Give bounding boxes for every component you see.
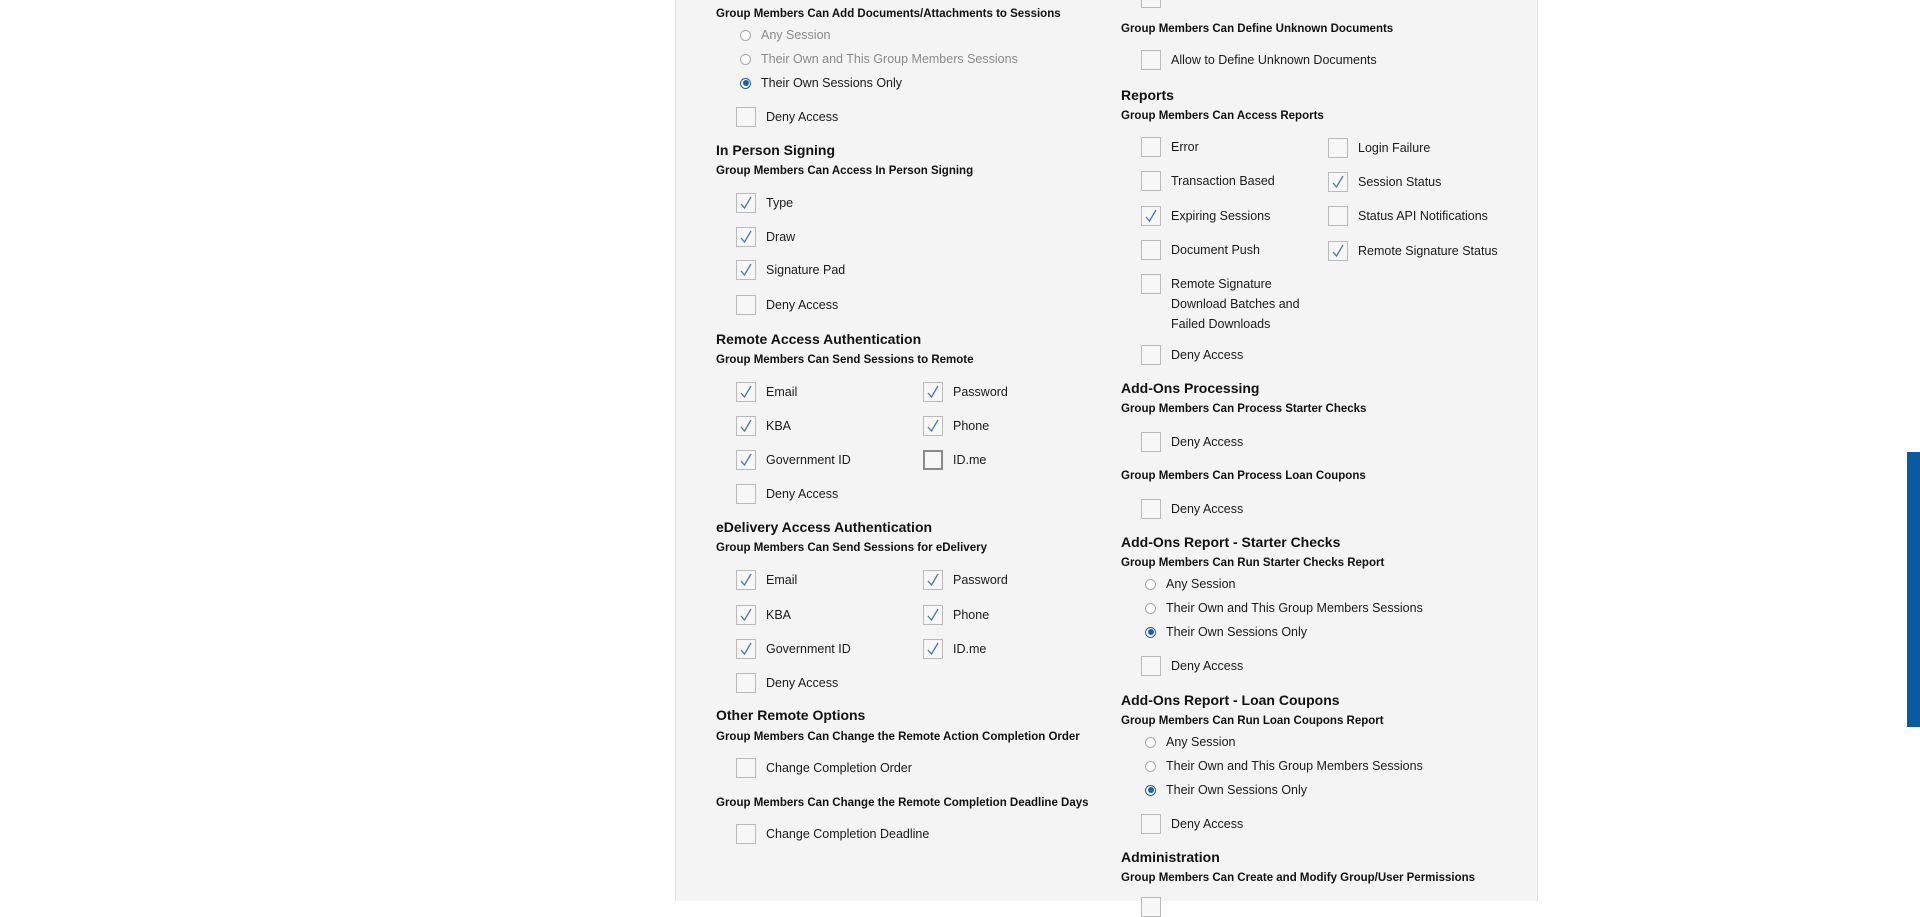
checkbox-label: Transaction Based	[1171, 174, 1275, 188]
edelivery-email[interactable]	[736, 570, 797, 590]
checkbox[interactable]	[923, 605, 943, 625]
checkbox[interactable]	[1141, 171, 1161, 191]
edelivery-phone[interactable]	[923, 605, 989, 625]
report-remote-signature-downloads[interactable]	[1141, 274, 1311, 334]
checkbox-label: Email	[766, 385, 798, 399]
checkmark-icon	[926, 642, 940, 656]
checkbox-label: Signature Pad	[766, 263, 846, 277]
scrollbar-thumb[interactable]	[1907, 452, 1920, 727]
checkbox-label: Remote Signature Status	[1358, 244, 1498, 258]
checkmark-icon	[739, 230, 753, 244]
completion-deadline-subtitle: Group Members Can Change the Remote Completion Deadline Days	[716, 797, 1089, 809]
radio-button[interactable]	[1145, 785, 1156, 796]
remote-kba[interactable]	[736, 416, 791, 436]
checkbox[interactable]	[736, 107, 756, 127]
checkmark-icon	[1331, 175, 1345, 189]
checkbox-label: Deny Access	[766, 676, 839, 690]
starter-radio-own-and-group[interactable]	[1145, 601, 1423, 615]
checkbox[interactable]	[736, 295, 756, 315]
checkbox-label: Deny Access	[1171, 348, 1244, 362]
checkbox[interactable]	[736, 484, 756, 504]
edelivery-government-id[interactable]	[736, 639, 851, 659]
loan-report-title: Add-Ons Report - Loan Coupons	[1121, 692, 1340, 708]
remote-auth-title: Remote Access Authentication	[716, 331, 922, 347]
checkmark-icon	[739, 608, 753, 622]
checkbox-label: Login Failure	[1358, 141, 1431, 155]
checkbox[interactable]	[1141, 897, 1161, 917]
checkbox[interactable]	[1141, 206, 1161, 226]
radio-label: Their Own Sessions Only	[1166, 625, 1308, 639]
checkbox[interactable]	[923, 639, 943, 659]
checkmark-icon	[739, 573, 753, 587]
starter-radio-own-only[interactable]	[1145, 625, 1307, 639]
remote-deny-access[interactable]	[736, 484, 838, 504]
radio-button[interactable]	[1145, 737, 1156, 748]
checkbox[interactable]	[736, 382, 756, 402]
checkbox-label: Password	[953, 573, 1008, 587]
checkbox[interactable]	[1141, 50, 1161, 70]
checkbox[interactable]	[1141, 345, 1161, 365]
change-completion-deadline[interactable]	[736, 824, 929, 844]
checkbox-label: Email	[766, 573, 798, 587]
checkbox[interactable]	[736, 193, 756, 213]
radio-label: Their Own and This Group Members Sessions	[1166, 601, 1423, 615]
starter-report-title: Add-Ons Report - Starter Checks	[1121, 534, 1341, 550]
radio-label: Their Own and This Group Members Sessions	[1166, 759, 1423, 773]
completion-order-subtitle: Group Members Can Change the Remote Action Completion Order	[716, 731, 1080, 743]
checkmark-icon	[739, 642, 753, 656]
radio-button[interactable]	[740, 78, 751, 89]
checkbox[interactable]	[736, 824, 756, 844]
checkbox[interactable]	[1328, 241, 1348, 261]
reports-subtitle: Group Members Can Access Reports	[1121, 110, 1324, 122]
report-error[interactable]	[1141, 137, 1199, 157]
remote-email[interactable]	[736, 382, 797, 402]
checkbox-label: Draw	[766, 230, 796, 244]
starter-checks-deny-access[interactable]	[1141, 432, 1243, 452]
docs-subtitle: Group Members Can Add Documents/Attachments to Sessions	[716, 8, 1061, 20]
checkmark-icon	[739, 263, 753, 277]
radio-label: Any Session	[1166, 577, 1236, 591]
checkbox[interactable]	[1141, 0, 1161, 8]
docs-deny-access[interactable]	[736, 107, 838, 127]
loan-radio-own-only[interactable]	[1145, 783, 1307, 797]
checkmark-icon	[926, 573, 940, 587]
checkbox[interactable]	[1141, 814, 1161, 834]
radio-button[interactable]	[740, 54, 751, 65]
checkbox-label: Session Status	[1358, 175, 1442, 189]
administration-title: Administration	[1121, 849, 1220, 865]
checkbox[interactable]	[1141, 499, 1161, 519]
report-document-push[interactable]	[1141, 240, 1260, 260]
checkbox-label: Deny Access	[766, 110, 839, 124]
docs-radio-own-only[interactable]	[740, 76, 902, 90]
checkbox-label: Government ID	[766, 453, 851, 467]
report-remote-signature-status[interactable]	[1328, 241, 1498, 261]
checkbox[interactable]	[1328, 138, 1348, 158]
radio-button[interactable]	[1145, 761, 1156, 772]
checkbox-label: KBA	[766, 608, 792, 622]
edelivery-deny-access[interactable]	[736, 673, 838, 693]
checkbox[interactable]	[1141, 240, 1161, 260]
loan-report-deny-access[interactable]	[1141, 814, 1243, 834]
change-completion-order[interactable]	[736, 758, 912, 778]
checkbox-label: Deny Access	[766, 487, 839, 501]
in-person-signature-pad[interactable]	[736, 260, 845, 280]
radio-label: Their Own Sessions Only	[1166, 783, 1308, 797]
checkmark-icon	[739, 419, 753, 433]
checkbox-label: Phone	[953, 419, 990, 433]
in-person-type[interactable]	[736, 193, 793, 213]
checkbox[interactable]	[923, 416, 943, 436]
checkbox-label: Change Completion Deadline	[766, 827, 930, 841]
checkbox[interactable]	[1141, 656, 1161, 676]
checkbox-label: ID.me	[953, 453, 987, 467]
reports-title: Reports	[1121, 87, 1174, 103]
report-status-api-notifications[interactable]	[1328, 206, 1488, 226]
checkbox[interactable]	[736, 673, 756, 693]
checkbox[interactable]	[1141, 432, 1161, 452]
radio-button[interactable]	[1145, 579, 1156, 590]
in-person-deny-access[interactable]	[736, 295, 838, 315]
report-transaction-based[interactable]	[1141, 171, 1275, 191]
in-person-draw[interactable]	[736, 227, 795, 247]
in-person-title: In Person Signing	[716, 142, 836, 158]
checkbox-label: Deny Access	[766, 298, 839, 312]
checkbox[interactable]	[1328, 206, 1348, 226]
remote-password[interactable]	[923, 382, 1008, 402]
checkbox[interactable]	[736, 605, 756, 625]
starter-radio-any[interactable]	[1145, 577, 1235, 591]
reports-deny-access[interactable]	[1141, 345, 1243, 365]
remote-phone[interactable]	[923, 416, 989, 436]
checkbox-label: Government ID	[766, 642, 851, 656]
checkbox-label: Password	[953, 385, 1008, 399]
report-expiring-sessions[interactable]	[1141, 206, 1270, 226]
checkbox[interactable]	[1141, 137, 1161, 157]
checkbox-label: ID.me	[953, 642, 987, 656]
checkmark-icon	[926, 385, 940, 399]
remote-government-id[interactable]	[736, 450, 851, 470]
loan-report-subtitle: Group Members Can Run Loan Coupons Report	[1121, 715, 1384, 727]
radio-label: Their Own and This Group Members Sessions	[761, 52, 1018, 66]
checkbox[interactable]	[736, 639, 756, 659]
checkbox-label: Status API Notifications	[1358, 209, 1488, 223]
edelivery-auth-title: eDelivery Access Authentication	[716, 519, 933, 535]
checkmark-icon	[1144, 209, 1158, 223]
report-login-failure[interactable]	[1328, 138, 1430, 158]
checkbox-label: Phone	[953, 608, 990, 622]
administration-subtitle: Group Members Can Create and Modify Group/User Permissions	[1121, 872, 1476, 884]
remote-auth-subtitle: Group Members Can Send Sessions to Remote	[716, 354, 974, 366]
checkbox[interactable]	[923, 450, 943, 470]
checkbox-label: Deny Access	[1171, 435, 1244, 449]
loan-radio-any[interactable]	[1145, 735, 1235, 749]
checkmark-icon	[926, 608, 940, 622]
checkbox-label: Deny Access	[1171, 659, 1244, 673]
checkbox-label: Remote Signature Download Batches and Failed Downloads	[1171, 277, 1300, 331]
checkbox-label: Type	[766, 196, 794, 210]
checkbox-label: Deny Access	[1171, 502, 1244, 516]
remote-idme[interactable]	[923, 450, 986, 470]
checkbox-label: Document Push	[1171, 243, 1260, 257]
loan-radio-own-and-group[interactable]	[1145, 759, 1423, 773]
checkbox-label: Error	[1171, 140, 1199, 154]
in-person-subtitle: Group Members Can Access In Person Signing	[716, 165, 974, 177]
starter-checks-subtitle: Group Members Can Process Starter Checks	[1121, 403, 1367, 415]
radio-label: Their Own Sessions Only	[761, 76, 903, 90]
checkbox[interactable]	[736, 570, 756, 590]
starter-report-subtitle: Group Members Can Run Starter Checks Report	[1121, 557, 1385, 569]
edelivery-auth-subtitle: Group Members Can Send Sessions for eDelivery	[716, 542, 987, 554]
checkbox[interactable]	[736, 227, 756, 247]
checkbox-label: KBA	[766, 419, 792, 433]
checkbox[interactable]	[736, 450, 756, 470]
report-session-status[interactable]	[1328, 172, 1441, 192]
checkbox-label: Expiring Sessions	[1171, 209, 1271, 223]
checkbox[interactable]	[923, 570, 943, 590]
checkmark-icon	[739, 385, 753, 399]
radio-button[interactable]	[1145, 603, 1156, 614]
radio-label: Any Session	[1166, 735, 1236, 749]
checkbox[interactable]	[923, 382, 943, 402]
edelivery-kba[interactable]	[736, 605, 791, 625]
checkbox-label: Change Completion Order	[766, 761, 912, 775]
allow-define-unknown-docs[interactable]	[1141, 50, 1377, 70]
checkbox[interactable]	[1328, 172, 1348, 192]
unknown-docs-subtitle: Group Members Can Define Unknown Documents	[1121, 23, 1394, 35]
loan-coupons-deny-access[interactable]	[1141, 499, 1243, 519]
radio-button[interactable]	[1145, 627, 1156, 638]
checkbox-label: Deny Access	[1171, 817, 1244, 831]
docs-radio-own-and-group[interactable]	[740, 52, 1018, 66]
docs-radio-any[interactable]	[740, 28, 830, 42]
radio-label: Any Session	[761, 28, 831, 42]
addons-processing-title: Add-Ons Processing	[1121, 380, 1260, 396]
checkbox[interactable]	[736, 260, 756, 280]
checkbox[interactable]	[1141, 274, 1161, 294]
checkmark-icon	[739, 453, 753, 467]
checkbox[interactable]	[736, 416, 756, 436]
edelivery-idme[interactable]	[923, 639, 986, 659]
checkmark-icon	[739, 196, 753, 210]
loan-coupons-subtitle: Group Members Can Process Loan Coupons	[1121, 470, 1366, 482]
radio-button[interactable]	[740, 30, 751, 41]
checkmark-icon	[1331, 244, 1345, 258]
starter-report-deny-access[interactable]	[1141, 656, 1243, 676]
edelivery-password[interactable]	[923, 570, 1008, 590]
other-remote-title: Other Remote Options	[716, 707, 866, 723]
checkmark-icon	[926, 419, 940, 433]
checkbox-label: Allow to Define Unknown Documents	[1171, 53, 1377, 67]
checkbox[interactable]	[736, 758, 756, 778]
